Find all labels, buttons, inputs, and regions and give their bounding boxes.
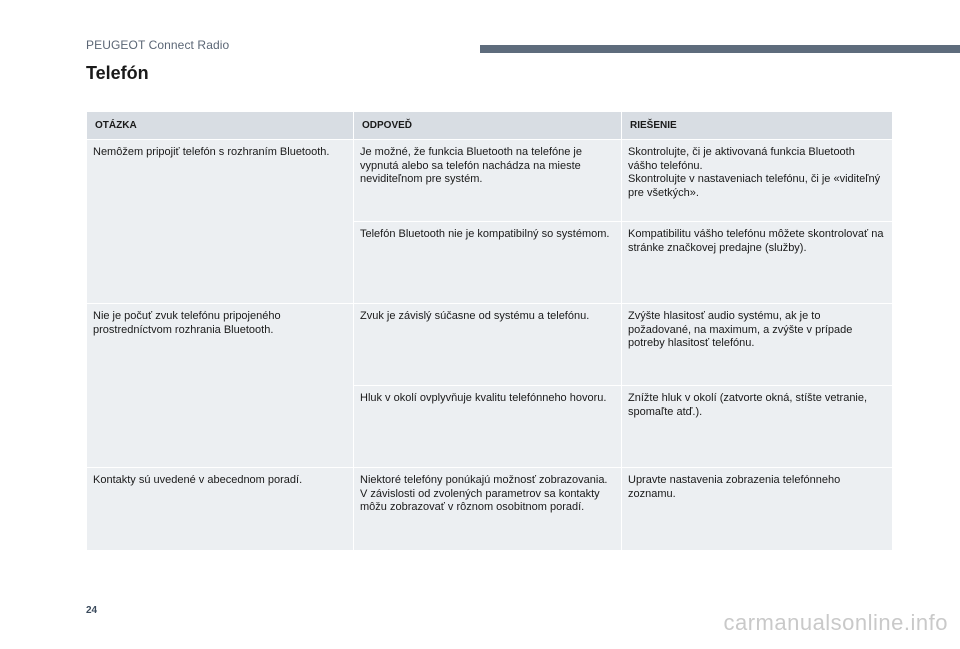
solution-cell	[622, 304, 893, 386]
answer-cell: Zvuk je závislý súčasne od systému a telefónu.	[354, 304, 622, 386]
table-row	[87, 304, 893, 386]
solution-cell	[622, 468, 893, 551]
table-header-row	[87, 112, 893, 140]
solution-line: Skontrolujte v nastaveniach telefónu, či je «viditeľný pre všetkých».	[628, 173, 881, 199]
page-title: Telefón	[86, 63, 149, 83]
solution-line: Znížte hluk v okolí (zatvorte okná, stíšte vetranie, spomaľte atď.).	[628, 392, 868, 418]
page-number: 24	[86, 605, 98, 616]
column-header-solution: RIEŠENIE	[622, 112, 893, 140]
solution-line: Kompatibilitu vášho telefónu môžete skontrolovať na stránke značkovej predajne (služby).	[628, 228, 884, 254]
column-header-question: OTÁZKA	[87, 112, 354, 140]
answer-cell: Telefón Bluetooth nie je kompatibilný so systémom.	[354, 222, 622, 304]
question-cell: Kontakty sú uvedené v abecednom poradí.	[87, 468, 354, 551]
solution-line: Skontrolujte, či je aktivovaná funkcia Bluetooth vášho telefónu.	[628, 146, 855, 172]
column-header-answer: ODPOVEĎ	[354, 112, 622, 140]
solution-line: Zvýšte hlasitosť audio systému, ak je to požadované, na maximum, a zvýšte v prípade potreby hlasitosť telefónu.	[628, 310, 853, 349]
answer-cell: Je možné, že funkcia Bluetooth na telefóne je vypnutá alebo sa telefón nachádza na mieste neviditeľnom pre systém.	[354, 140, 622, 222]
header-bar	[480, 45, 960, 53]
watermark[interactable]: carmanualsonline.info	[723, 610, 948, 635]
faq-table	[86, 111, 893, 551]
table-row	[87, 140, 893, 222]
answer-cell: Niektoré telefóny ponúkajú možnosť zobrazovania. V závislosti od zvolených parametrov sa kontakty môžu zobrazovať v rôznom osobitnom poradí.	[354, 468, 622, 551]
table-row	[87, 468, 893, 551]
question-cell: Nemôžem pripojiť telefón s rozhraním Bluetooth.	[87, 140, 354, 304]
solution-cell	[622, 140, 893, 222]
answer-cell: Hluk v okolí ovplyvňuje kvalitu telefónneho hovoru.	[354, 386, 622, 468]
header-brand: PEUGEOT Connect Radio	[86, 38, 230, 52]
solution-cell	[622, 386, 893, 468]
solution-line: Upravte nastavenia zobrazenia telefónneho zoznamu.	[628, 474, 841, 500]
solution-cell	[622, 222, 893, 304]
question-cell: Nie je počuť zvuk telefónu pripojeného prostredníctvom rozhrania Bluetooth.	[87, 304, 354, 468]
